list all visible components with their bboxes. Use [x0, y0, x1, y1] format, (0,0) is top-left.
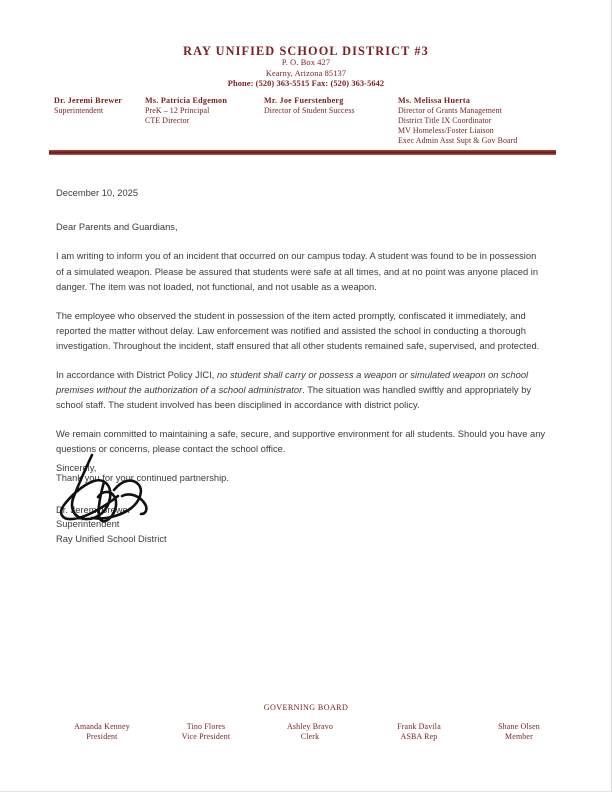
letter-date: December 10, 2025 [56, 188, 139, 198]
board-member [467, 722, 571, 742]
administrator-name: Ms. Patricia Edgemon [145, 96, 228, 105]
signature-spacer [56, 476, 356, 503]
policy-tail-text: . The situation was handled swiftly and appropriately by school staff. The student involved has been disciplined in accordance with district policy. [56, 384, 532, 411]
board-member-role: Clerk [300, 732, 320, 742]
signatory-title: Superintendent [56, 519, 120, 530]
signature-names [56, 503, 356, 547]
administrator-name: Mr. Joe Fuerstenberg [264, 96, 344, 105]
letter-body [56, 186, 546, 499]
policy-lead-text: In accordance with District Policy JICI, [56, 369, 217, 380]
city-state-zip-line: Kearny, Arizona 85137 [265, 68, 347, 78]
board-member-name: Shane Olsen [498, 722, 540, 731]
phone-fax-line: Phone: (520) 363-5515 Fax: (520) 363-5642 [227, 79, 385, 89]
letter-paragraph-4: We remain committed to maintaining a safe, secure, and supportive environment for all students. Should you have any questions or concerns, please contact the school office. [56, 428, 546, 454]
administrator-title: PreK – 12 Principal [145, 106, 210, 116]
district-name: RAY UNIFIED SCHOOL DISTRICT #3 [183, 44, 429, 58]
letter-paragraph-1: I am writing to inform you of an incident that occurred on our campus today. A student was found to be in possession of a simulated weapon. Please be assured that students were safe at all times, and at no point was anyone placed in danger. The item was not loaded, not functional, and not usable as a weapon. [56, 251, 539, 292]
administrator-title: Director of Grants Management [398, 106, 502, 116]
administrator-title: MV Homeless/Foster Liaison [398, 126, 494, 136]
board-member-name: Tino Flores [186, 722, 226, 731]
board-member-name: Frank Davila [397, 722, 441, 731]
administrator-title: CTE Director [145, 116, 190, 126]
po-box-line: P. O. Box 427 [281, 58, 331, 67]
board-member [50, 722, 154, 742]
signature-block [56, 461, 356, 546]
administrator-column [145, 96, 227, 126]
administrator-column [398, 96, 517, 146]
administrator-column [54, 96, 122, 116]
board-member [154, 722, 258, 742]
administrator-column [264, 96, 355, 116]
administrator-title: Superintendent [54, 106, 104, 116]
administrator-title: Exec Admin Asst Supt & Gov Board [398, 135, 518, 145]
board-member [258, 722, 362, 742]
letterhead [0, 44, 612, 90]
board-member [367, 722, 471, 742]
board-member-role: Vice President [181, 732, 231, 742]
administrator-name: Ms. Melissa Huerta [398, 96, 471, 105]
signatory-organization: Ray Unified School District [56, 533, 167, 544]
letter-paragraph-2: The employee who observed the student in possession of the item acted promptly, confiscated it immediately, and reported the matter without delay. Law enforcement was notified and assisted the school in conducting a thorough investigation. Throughout the incident, staff ensured that all other students remained safe, supervised, and protected. [56, 310, 540, 351]
header-divider-rule [49, 150, 556, 155]
board-member-role: President [86, 732, 118, 742]
governing-board-heading: GOVERNING BOARD [263, 703, 349, 712]
letter-paragraph-5: Thank you for your continued partnership. [56, 472, 229, 483]
board-member-name: Amanda Kenney [74, 722, 130, 731]
administrator-title: Director of Student Success [264, 106, 355, 116]
letter-salutation: Dear Parents and Guardians, [56, 222, 178, 233]
board-member-name: Ashley Bravo [286, 722, 333, 731]
administrator-name: Dr. Jeremi Brewer [54, 96, 123, 105]
administrator-title: District Title IX Coordinator [398, 116, 492, 126]
signature-closing: Sincerely, [56, 463, 97, 473]
letter-paragraph-3 [56, 368, 546, 414]
signatory-name: Dr. Jeremi Brewer [56, 504, 131, 515]
policy-quote-italic: no student shall carry or possess a weapon or simulated weapon on school premises without the authorization of a school administrator [56, 369, 529, 395]
board-member-role: Member [505, 732, 533, 742]
board-member-role: ASBA Rep [400, 732, 438, 742]
